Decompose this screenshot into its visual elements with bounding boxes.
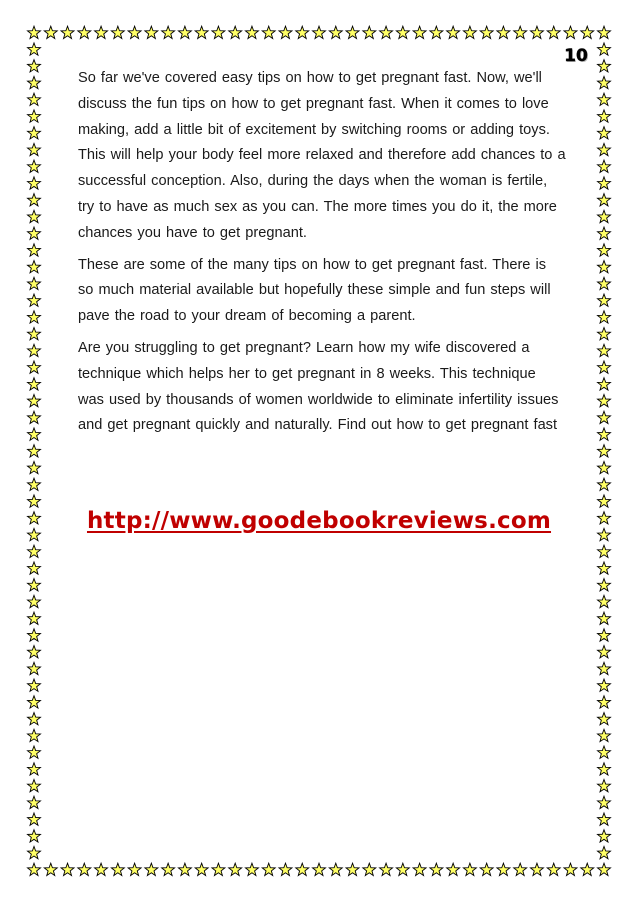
star-icon xyxy=(598,43,611,55)
star-icon xyxy=(598,713,611,725)
star-icon xyxy=(162,863,175,875)
star-icon xyxy=(28,160,41,172)
star-icon xyxy=(28,796,41,808)
paragraph-2: These are some of the many tips on how to get pregnant fast. There is so much material available but hopefully these simple and fun steps will pave the road to your dream of becoming a parent. xyxy=(78,256,551,325)
star-icon xyxy=(28,227,41,239)
star-icon xyxy=(598,394,611,406)
star-icon xyxy=(363,26,376,38)
star-icon xyxy=(598,646,611,658)
star-icon xyxy=(598,378,611,390)
star-icon xyxy=(363,863,376,875)
star-icon xyxy=(564,863,577,875)
star-icon xyxy=(598,813,611,825)
star-icon xyxy=(598,177,611,189)
star-icon xyxy=(44,26,57,38)
star-icon xyxy=(78,863,91,875)
star-icon xyxy=(28,361,41,373)
star-icon xyxy=(28,177,41,189)
star-icon xyxy=(28,110,41,122)
star-icon xyxy=(128,863,141,875)
star-icon xyxy=(598,746,611,758)
star-icon xyxy=(346,863,359,875)
star-icon xyxy=(530,26,543,38)
star-icon xyxy=(28,445,41,457)
star-icon xyxy=(313,26,326,38)
star-icon xyxy=(28,780,41,792)
star-icon xyxy=(564,26,577,38)
star-icon xyxy=(28,93,41,105)
star-icon xyxy=(530,863,543,875)
star-icon xyxy=(28,729,41,741)
star-icon xyxy=(598,361,611,373)
star-icon xyxy=(28,713,41,725)
star-icon xyxy=(598,612,611,624)
star-icon xyxy=(28,210,41,222)
star-icon xyxy=(28,579,41,591)
star-icon xyxy=(598,210,611,222)
star-icon xyxy=(28,127,41,139)
star-icon xyxy=(28,495,41,507)
star-icon xyxy=(396,863,409,875)
star-icon xyxy=(598,411,611,423)
star-icon xyxy=(598,294,611,306)
star-icon xyxy=(598,311,611,323)
star-icon xyxy=(497,26,510,38)
star-icon xyxy=(447,863,460,875)
star-icon xyxy=(598,244,611,256)
star-icon xyxy=(28,629,41,641)
star-icon xyxy=(598,227,611,239)
star-icon xyxy=(598,863,611,875)
star-icon xyxy=(598,261,611,273)
star-icon xyxy=(162,26,175,38)
star-icon xyxy=(598,26,611,38)
star-icon xyxy=(598,160,611,172)
star-icon xyxy=(413,26,426,38)
star-icon xyxy=(28,261,41,273)
star-icon xyxy=(598,93,611,105)
star-icon xyxy=(598,662,611,674)
star-icon xyxy=(598,60,611,72)
star-icon xyxy=(28,311,41,323)
star-icon xyxy=(598,194,611,206)
star-icon xyxy=(296,863,309,875)
website-link[interactable]: http://www.goodebookreviews.com xyxy=(86,508,552,534)
star-icon xyxy=(28,60,41,72)
star-icon xyxy=(212,863,225,875)
star-icon xyxy=(28,76,41,88)
star-icon xyxy=(95,26,108,38)
star-icon xyxy=(28,394,41,406)
star-icon xyxy=(598,277,611,289)
star-icon xyxy=(28,830,41,842)
star-icon xyxy=(178,863,191,875)
star-icon xyxy=(279,863,292,875)
star-icon xyxy=(245,26,258,38)
star-icon xyxy=(547,26,560,38)
star-icon xyxy=(262,863,275,875)
star-icon xyxy=(598,344,611,356)
star-icon xyxy=(28,863,41,875)
star-icon xyxy=(313,863,326,875)
star-icon xyxy=(598,545,611,557)
body-text xyxy=(78,66,566,445)
star-icon xyxy=(598,143,611,155)
star-icon xyxy=(598,679,611,691)
star-icon xyxy=(212,26,225,38)
star-icon xyxy=(145,26,158,38)
star-icon xyxy=(111,26,124,38)
star-icon xyxy=(28,679,41,691)
star-icon xyxy=(61,863,74,875)
star-icon xyxy=(178,26,191,38)
star-icon xyxy=(598,328,611,340)
star-icon xyxy=(28,428,41,440)
star-icon xyxy=(598,110,611,122)
star-icon xyxy=(598,763,611,775)
paragraph-1: So far we've covered easy tips on how to get pregnant fast. Now, we'll discuss the fun tips on how to get pregnant fast. When it comes to love making, add a little bit of excitement by switching rooms or adding toys. This will help your body feel more relaxed and therefore add chances to a successful conception. Also, during the days when the woman is fertile, try to have as much sex as you can. The more times you do it, the more chances you have to get pregnant. xyxy=(78,70,566,241)
star-icon xyxy=(598,696,611,708)
star-icon xyxy=(547,863,560,875)
star-icon xyxy=(497,863,510,875)
star-icon xyxy=(262,26,275,38)
star-icon xyxy=(28,344,41,356)
star-icon xyxy=(28,746,41,758)
star-icon xyxy=(28,696,41,708)
star-icon xyxy=(128,26,141,38)
star-icon xyxy=(598,780,611,792)
star-icon xyxy=(229,863,242,875)
star-icon xyxy=(598,846,611,858)
star-icon xyxy=(380,863,393,875)
star-icon xyxy=(28,646,41,658)
star-icon xyxy=(61,26,74,38)
star-icon xyxy=(28,612,41,624)
star-icon xyxy=(581,863,594,875)
star-icon xyxy=(598,595,611,607)
star-icon xyxy=(78,26,91,38)
star-icon xyxy=(329,863,342,875)
star-icon xyxy=(598,830,611,842)
star-icon xyxy=(598,76,611,88)
star-icon xyxy=(28,277,41,289)
star-icon xyxy=(28,378,41,390)
star-icon xyxy=(28,813,41,825)
star-icon xyxy=(598,445,611,457)
star-icon xyxy=(28,143,41,155)
star-icon xyxy=(380,26,393,38)
paragraph-3: Are you struggling to get pregnant? Learn how my wife discovered a technique which helps her to get pregnant in 8 weeks. This technique was used by thousands of women worldwide to eliminate infertility issues and get pregnant quickly and naturally. Find out how to get pregnant fast xyxy=(78,339,559,434)
star-icon xyxy=(28,595,41,607)
star-icon xyxy=(480,26,493,38)
star-icon xyxy=(598,796,611,808)
star-icon xyxy=(28,43,41,55)
star-icon xyxy=(598,729,611,741)
star-icon xyxy=(329,26,342,38)
star-icon xyxy=(28,545,41,557)
star-icon xyxy=(28,763,41,775)
star-icon xyxy=(430,26,443,38)
star-icon xyxy=(598,579,611,591)
star-icon xyxy=(480,863,493,875)
star-icon xyxy=(463,26,476,38)
star-icon xyxy=(296,26,309,38)
star-icon xyxy=(28,662,41,674)
star-icon xyxy=(447,26,460,38)
star-icon xyxy=(346,26,359,38)
star-icon xyxy=(28,26,41,38)
star-icon xyxy=(598,478,611,490)
star-icon xyxy=(430,863,443,875)
star-icon xyxy=(28,328,41,340)
star-icon xyxy=(28,411,41,423)
star-icon xyxy=(195,863,208,875)
star-icon xyxy=(28,562,41,574)
star-icon xyxy=(195,26,208,38)
star-icon xyxy=(229,26,242,38)
star-icon xyxy=(514,26,527,38)
star-icon xyxy=(245,863,258,875)
star-icon xyxy=(598,562,611,574)
star-icon xyxy=(28,461,41,473)
star-icon xyxy=(28,244,41,256)
star-icon xyxy=(95,863,108,875)
star-icon xyxy=(463,863,476,875)
star-icon xyxy=(28,294,41,306)
star-icon xyxy=(598,495,611,507)
star-icon xyxy=(413,863,426,875)
star-icon xyxy=(396,26,409,38)
star-icon xyxy=(44,863,57,875)
star-icon xyxy=(598,428,611,440)
star-icon xyxy=(598,629,611,641)
star-icon xyxy=(28,846,41,858)
star-icon xyxy=(598,461,611,473)
star-icon xyxy=(598,127,611,139)
page-number: 10 xyxy=(564,46,588,66)
star-icon xyxy=(581,26,594,38)
star-icon xyxy=(28,478,41,490)
star-icon xyxy=(279,26,292,38)
star-icon xyxy=(145,863,158,875)
star-icon xyxy=(514,863,527,875)
star-icon xyxy=(111,863,124,875)
star-icon xyxy=(28,194,41,206)
